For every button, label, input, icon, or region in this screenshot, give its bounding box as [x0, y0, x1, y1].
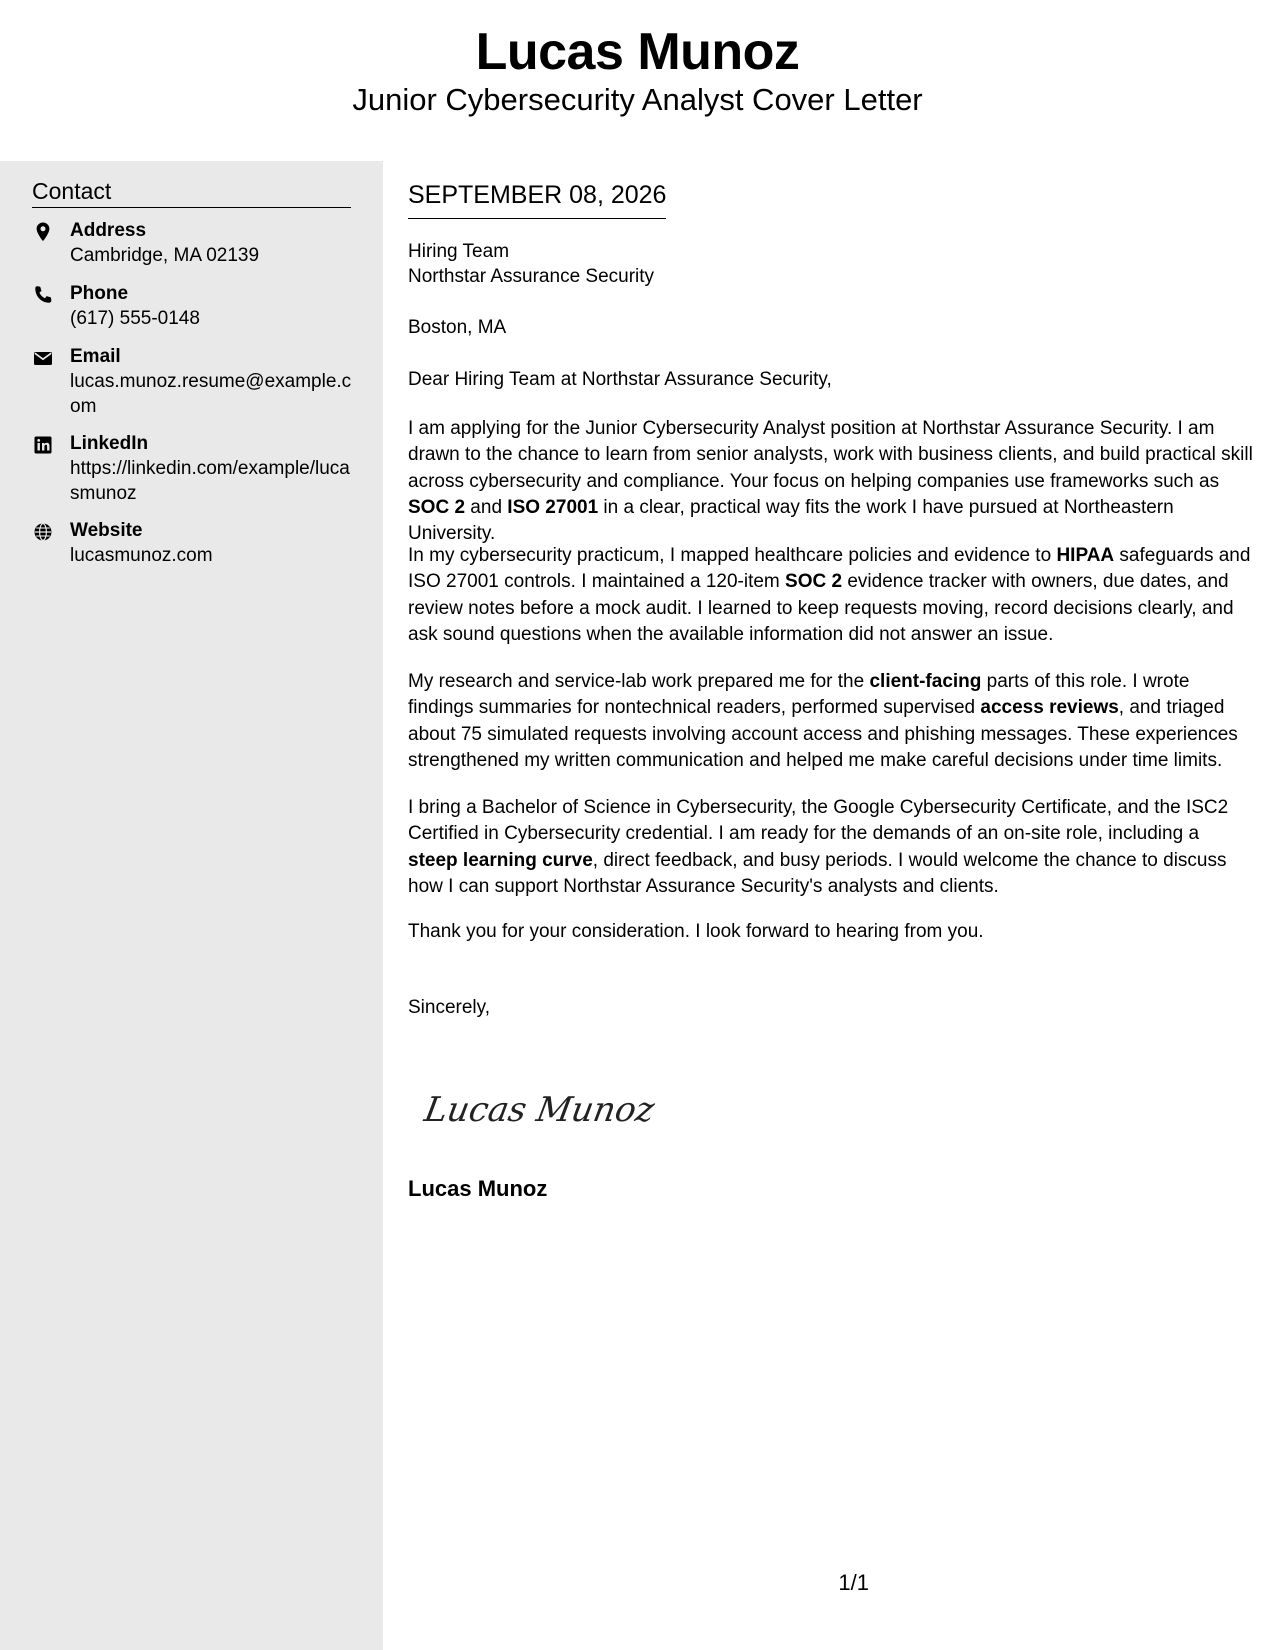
paragraph-3 — [408, 669, 1253, 774]
letter-date: SEPTEMBER 08, 2026 — [408, 179, 666, 219]
email-label: Email — [70, 346, 121, 367]
recipient-name: Hiring Team — [408, 241, 510, 262]
emphasis-text: steep learning curve — [408, 849, 593, 871]
linkedin-value[interactable]: https://linkedin.com/example/lucasmunoz — [70, 458, 350, 504]
body-text: , direct feedback, and busy periods. I would welcome the chance to discuss how I can support Northstar Assurance Security's analysts and clients. — [408, 849, 1227, 897]
letter-header — [0, 0, 1275, 160]
address-label: Address — [70, 220, 147, 241]
emphasis-text: SOC 2 — [408, 496, 466, 518]
document-subtitle: Junior Cybersecurity Analyst Cover Letter — [352, 82, 923, 117]
svg-text:Lucas Munoz: Lucas Munoz — [421, 1090, 658, 1130]
body-text: and — [465, 496, 508, 518]
paragraph-1 — [408, 416, 1253, 547]
body-text: in a clear, practical way fits the work I have pursued at Northeastern University. — [408, 496, 1174, 545]
handwritten-signature — [421, 1081, 658, 1146]
email-value[interactable]: lucas.munoz.resume@example.com — [70, 371, 352, 417]
emphasis-text: SOC 2 — [785, 571, 843, 593]
body-text: , and triaged about 75 simulated requests involving account access and phishing messages. These experiences strengthened my written communication and helped me make careful decisions under time limits. — [408, 697, 1238, 771]
body-text: safeguards and ISO 27001 controls. I maintained a 120-item — [408, 545, 1251, 593]
phone-icon — [32, 284, 54, 306]
contact-heading: Contact — [32, 175, 351, 208]
contact-sidebar — [0, 161, 383, 1650]
body-text: I am applying for the Junior Cybersecurity Analyst position at Northstar Assurance Security. I am drawn to the chance to learn from senior analysts, work with business clients, and build practical skill across cybersecurity and compliance. Your focus on helping companies use frameworks such as — [408, 418, 1253, 492]
recipient-location: Boston, MA — [408, 317, 507, 338]
closing-line: Thank you for your consideration. I look forward to hearing from you. — [408, 921, 984, 942]
paragraph-4 — [408, 795, 1253, 900]
address-value: Cambridge, MA 02139 — [70, 245, 260, 266]
envelope-icon — [32, 347, 54, 369]
map-pin-icon — [32, 221, 54, 243]
body-text: I bring a Bachelor of Science in Cybersecurity, the Google Cybersecurity Certificate, and the ISC2 Certified in Cybersecurity credential. I am ready for the demands of an on-site role, including a — [408, 797, 1229, 845]
body-text: evidence tracker with owners, due dates, and review notes before a mock audit. I learned to keep requests moving, record decisions clearly, and ask sound questions when the available information did not answer an issue. — [408, 571, 1234, 645]
body-text: parts of this role. I wrote findings summaries for nontechnical readers, performed supervised — [408, 671, 1190, 719]
applicant-name: Lucas Munoz — [475, 23, 800, 81]
website-label: Website — [70, 520, 143, 541]
page-number: 1/1 — [838, 1570, 869, 1595]
body-text: My research and service-lab work prepared me for the — [408, 671, 870, 692]
website-value[interactable]: lucasmunoz.com — [70, 545, 213, 566]
emphasis-text: HIPAA — [1056, 545, 1115, 566]
phone-value: (617) 555-0148 — [70, 308, 200, 329]
paragraph-2 — [408, 543, 1253, 648]
salutation: Dear Hiring Team at Northstar Assurance Security, — [408, 369, 832, 390]
body-text: In my cybersecurity practicum, I mapped healthcare policies and evidence to — [408, 545, 1057, 566]
phone-label: Phone — [70, 283, 129, 304]
globe-icon — [32, 521, 54, 543]
emphasis-text: access reviews — [980, 697, 1119, 719]
signer-name: Lucas Munoz — [408, 1176, 548, 1201]
emphasis-text: ISO 27001 — [507, 496, 599, 518]
linkedin-icon — [32, 434, 54, 456]
sign-off: Sincerely, — [408, 997, 491, 1018]
emphasis-text: client-facing — [869, 671, 982, 692]
linkedin-label: LinkedIn — [70, 433, 149, 454]
recipient-company: Northstar Assurance Security — [408, 266, 655, 287]
